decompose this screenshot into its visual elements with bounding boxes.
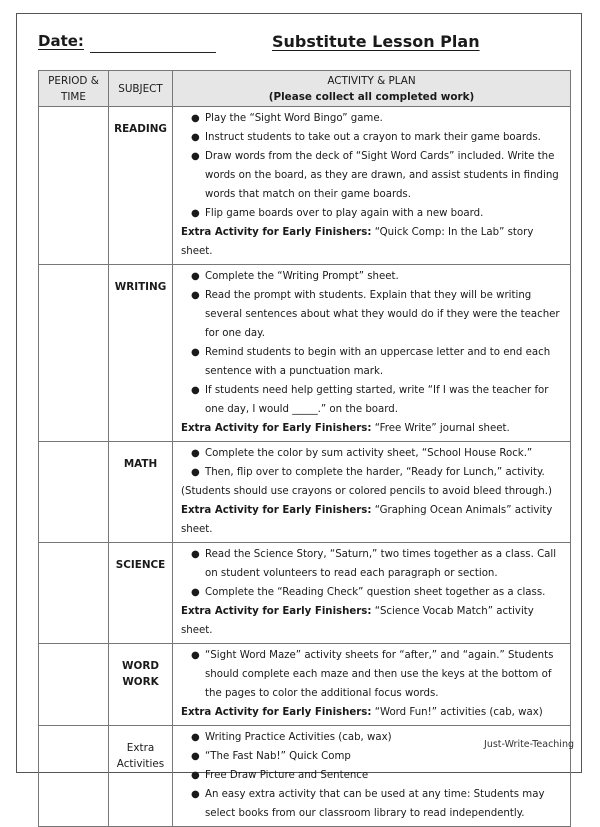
period-cell [39,644,109,726]
bullet-icon: ● [191,151,200,162]
table-row [39,265,571,442]
list-item: ● If students need help getting started, write “If I was the teacher for one day, I would _____.” on the board. [205,381,564,419]
activity-cell [173,543,571,644]
list-item: ● Then, flip over to complete the harder, “Ready for Lunch,” activity. [205,463,564,482]
period-cell [39,726,109,827]
extra-activity-line: Extra Activity for Early Finishers: “Quick Comp: In the Lab” story sheet. [181,227,534,257]
extra-activity-line: Extra Activity for Early Finishers: “Science Vocab Match” activity sheet. [181,606,534,636]
extra-activity-line: Extra Activity for Early Finishers: “Free Write” journal sheet. [181,423,510,434]
period-cell [39,543,109,644]
subject-cell: WORD WORK [109,644,173,726]
period-cell [39,107,109,265]
bullet-icon: ● [191,385,200,396]
list-item: ● Remind students to begin with an uppercase letter and to end each sentence with a punctuation mark. [205,343,564,381]
list-item: ● Read the prompt with students. Explain that they will be writing several sentences about what they would do if they were the teacher for one day. [205,286,564,343]
date-fill-line [90,52,216,53]
subject-cell: SCIENCE [109,543,173,644]
list-item: ● “The Fast Nab!” Quick Comp [205,747,564,766]
bullet-icon: ● [191,448,200,459]
bullet-icon: ● [191,751,200,762]
list-item: ● Play the “Sight Word Bingo” game. [205,109,564,128]
list-item: ● Draw words from the deck of “Sight Word Cards” included. Write the words on the board, as they are drawn, and assist students in finding words that match on their game boards. [205,147,564,204]
bullet-icon: ● [191,650,200,661]
header-subject: SUBJECT [109,71,173,107]
activity-list [181,646,564,703]
bullet-icon: ● [191,467,200,478]
table-header-row [39,71,571,107]
table-row [39,107,571,265]
subject-cell: READING [109,107,173,265]
bullet-icon: ● [191,132,200,143]
page-title: Substitute Lesson Plan [272,32,480,51]
bullet-icon: ● [191,587,200,598]
activity-cell [173,442,571,543]
activity-list [181,444,564,482]
header-activity [173,71,571,107]
period-cell [39,265,109,442]
activity-cell [173,644,571,726]
activity-note: (Students should use crayons or colored pencils to avoid bleed through.) [181,486,552,497]
bullet-icon: ● [191,347,200,358]
list-item: ● “Sight Word Maze” activity sheets for “after,” and “again.” Students should complete each maze and then use the keys at the bottom of the pages to color the additional focus words. [205,646,564,703]
list-item: ● Complete the “Writing Prompt” sheet. [205,267,564,286]
lesson-plan-table [38,70,571,827]
table-row [39,442,571,543]
list-item: ● Instruct students to take out a crayon to mark their game boards. [205,128,564,147]
list-item: ● Flip game boards over to play again with a new board. [205,204,564,223]
list-item: ● An easy extra activity that can be used at any time: Students may select books from our classroom library to read independently. [205,785,564,823]
bullet-icon: ● [191,732,200,743]
bullet-icon: ● [191,271,200,282]
subject-cell: Extra Activities [109,726,173,827]
header-activity-title: ACTIVITY & PLAN [327,74,416,87]
list-item: ● Free Draw Picture and Sentence [205,766,564,785]
bullet-icon: ● [191,549,200,560]
subject-cell: MATH [109,442,173,543]
activity-list [181,545,564,602]
period-cell [39,442,109,543]
activity-cell [173,265,571,442]
header-activity-note: (Please collect all completed work) [268,90,475,103]
list-item: ● Read the Science Story, “Saturn,” two times together as a class. Call on student volunteers to read each paragraph or section. [205,545,564,583]
bullet-icon: ● [191,113,200,124]
extra-activity-line: Extra Activity for Early Finishers: “Word Fun!” activities (cab, wax) [181,707,543,718]
activity-list [181,109,564,223]
footer-credit: Just-Write-Teaching [484,739,574,750]
bullet-icon: ● [191,208,200,219]
bullet-icon: ● [191,789,200,800]
table-row [39,644,571,726]
list-item: ● Writing Practice Activities (cab, wax) [205,728,564,747]
extra-activity-line: Extra Activity for Early Finishers: “Graphing Ocean Animals” activity sheet. [181,505,553,535]
date-label: Date: [38,32,84,50]
activity-list [181,267,564,419]
bullet-icon: ● [191,770,200,781]
subject-cell: WRITING [109,265,173,442]
list-item: ● Complete the color by sum activity sheet, “School House Rock.” [205,444,564,463]
list-item: ● Complete the “Reading Check” question sheet together as a class. [205,583,564,602]
activity-cell [173,107,571,265]
header [38,32,570,58]
header-period: PERIOD & TIME [39,71,109,107]
bullet-icon: ● [191,290,200,301]
table-row [39,543,571,644]
